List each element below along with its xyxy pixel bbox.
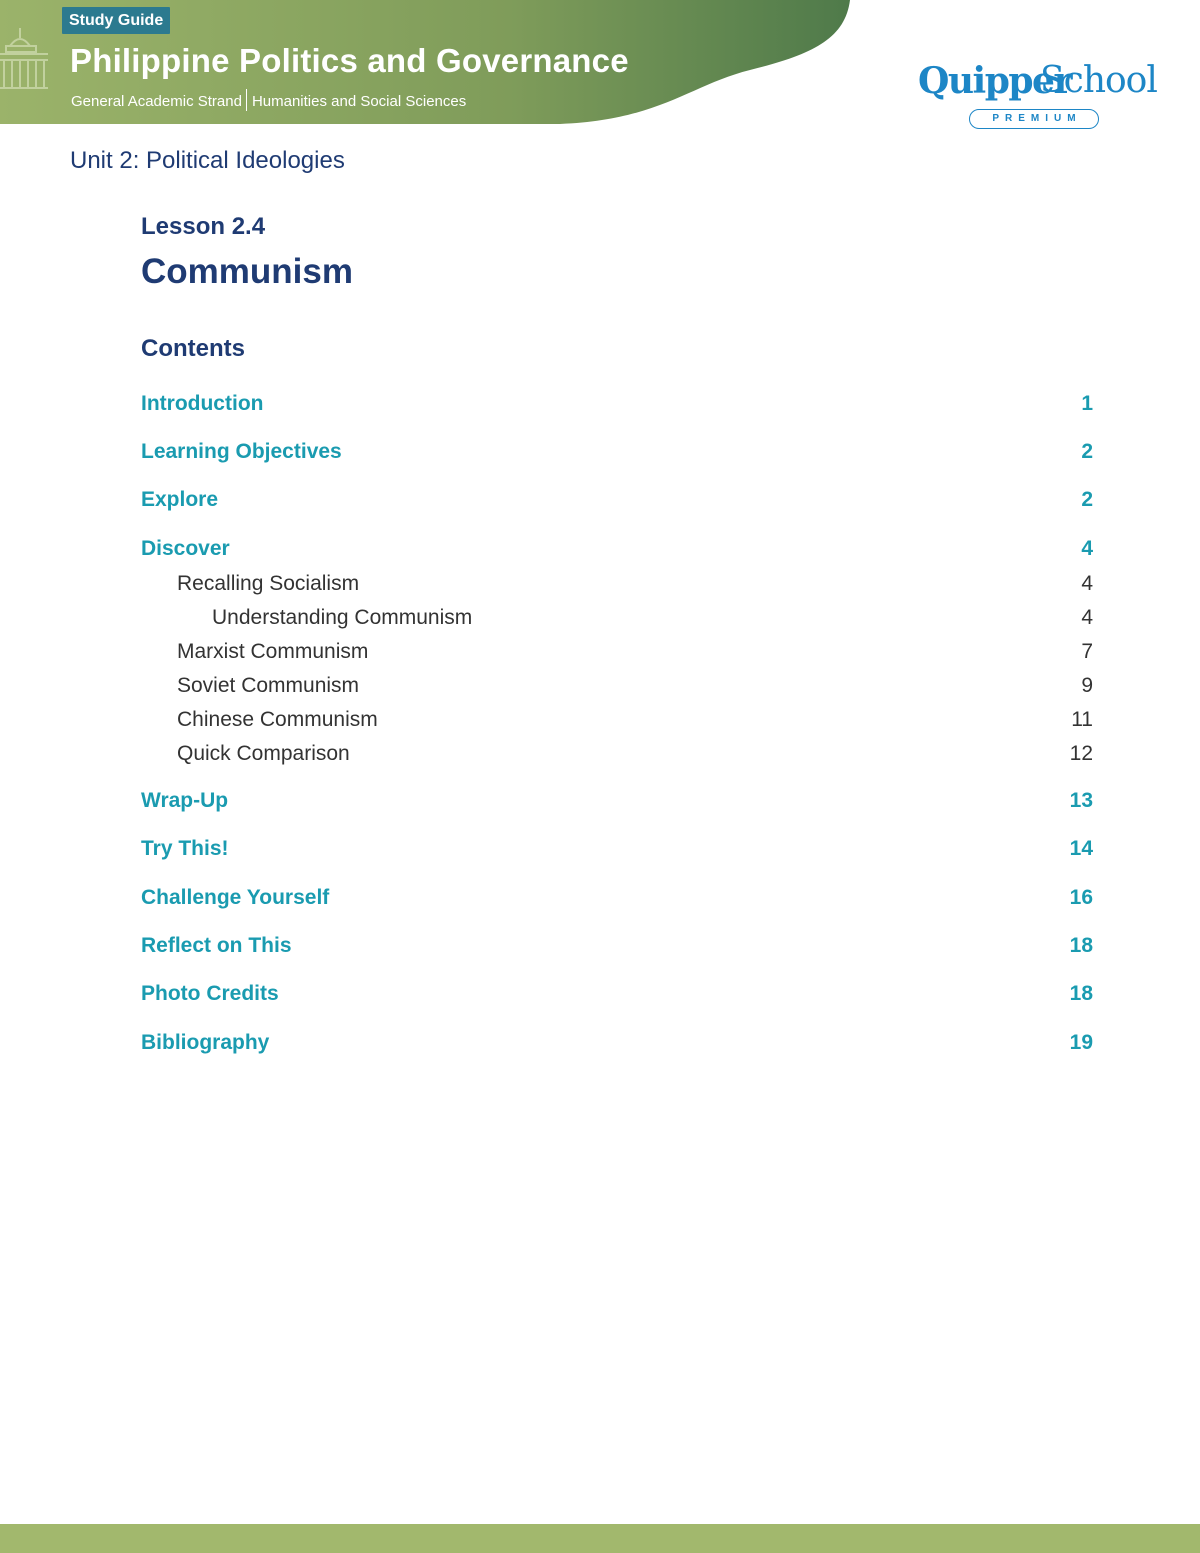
toc-item-reflect-on-this[interactable]: [141, 934, 1093, 964]
track-label: Humanities and Social Sciences: [251, 93, 467, 110]
header-banner: [0, 0, 860, 128]
toc-page: 14: [1069, 837, 1093, 860]
toc-item-introduction[interactable]: [141, 392, 1093, 422]
toc-item-try-this[interactable]: [141, 837, 1093, 867]
logo-school-text: School: [1040, 60, 1157, 101]
toc-item-explore[interactable]: [141, 488, 1093, 518]
lesson-number: Lesson 2.4: [141, 213, 266, 240]
toc-page: 2: [1081, 488, 1093, 511]
toc-page: 9: [1081, 674, 1093, 697]
toc-label: Wrap-Up: [141, 789, 229, 812]
toc-label: Photo Credits: [141, 982, 279, 1005]
toc-page: 1: [1081, 392, 1093, 415]
premium-pill: PREMIUM: [969, 109, 1099, 129]
toc-label: Bibliography: [141, 1031, 270, 1054]
toc-item-soviet-communism[interactable]: [141, 674, 1093, 704]
toc-page: 7: [1081, 640, 1093, 663]
toc-item-photo-credits[interactable]: [141, 982, 1093, 1012]
toc-page: 11: [1071, 708, 1093, 731]
toc-page: 18: [1069, 982, 1093, 1005]
subtitle-divider: [246, 89, 247, 111]
toc-item-learning-objectives[interactable]: [141, 440, 1093, 470]
toc-page: 4: [1081, 537, 1093, 560]
toc-page: 13: [1069, 789, 1093, 812]
toc-item-chinese-communism[interactable]: [141, 708, 1093, 738]
strand-label: General Academic Strand: [71, 93, 242, 110]
toc-item-wrap-up[interactable]: [141, 789, 1093, 819]
toc-label: Quick Comparison: [177, 742, 350, 765]
toc-page: 4: [1081, 572, 1093, 595]
lesson-title: Communism: [141, 252, 353, 291]
course-subtitle: [71, 89, 466, 111]
toc-item-challenge-yourself[interactable]: [141, 886, 1093, 916]
toc-page: 19: [1069, 1031, 1093, 1054]
toc-item-bibliography[interactable]: [141, 1031, 1093, 1061]
toc-item-marxist-communism[interactable]: [141, 640, 1093, 670]
toc-page: 16: [1069, 886, 1093, 909]
toc-label: Challenge Yourself: [141, 886, 330, 909]
toc-item-discover[interactable]: [141, 537, 1093, 567]
quipper-school-logo: [918, 60, 1158, 134]
toc-label: Introduction: [141, 392, 264, 415]
footer-bar: [0, 1524, 1200, 1553]
toc-page: 12: [1069, 742, 1093, 765]
toc-item-quick-comparison[interactable]: [141, 742, 1093, 772]
logo-quipper-text: Quipper: [918, 60, 1071, 102]
toc-page: 4: [1081, 606, 1093, 629]
contents-heading: Contents: [141, 335, 245, 362]
toc-label: Reflect on This: [141, 934, 292, 957]
toc-label: Explore: [141, 488, 219, 511]
course-title: Philippine Politics and Governance: [70, 42, 629, 79]
toc-label: Discover: [141, 537, 230, 560]
toc-page: 2: [1081, 440, 1093, 463]
toc-label: Soviet Communism: [177, 674, 360, 697]
toc-item-recalling-socialism[interactable]: [141, 572, 1093, 602]
study-guide-badge: Study Guide: [62, 7, 170, 34]
unit-heading: Unit 2: Political Ideologies: [70, 147, 345, 174]
toc-label: Learning Objectives: [141, 440, 342, 463]
toc-label: Chinese Communism: [177, 708, 378, 731]
toc-item-understanding-communism[interactable]: [141, 606, 1093, 636]
toc-label: Recalling Socialism: [177, 572, 360, 595]
toc-label: Marxist Communism: [177, 640, 369, 663]
toc-page: 18: [1069, 934, 1093, 957]
building-icon: [0, 24, 50, 94]
toc-label: Understanding Communism: [212, 606, 473, 629]
toc-label: Try This!: [141, 837, 229, 860]
